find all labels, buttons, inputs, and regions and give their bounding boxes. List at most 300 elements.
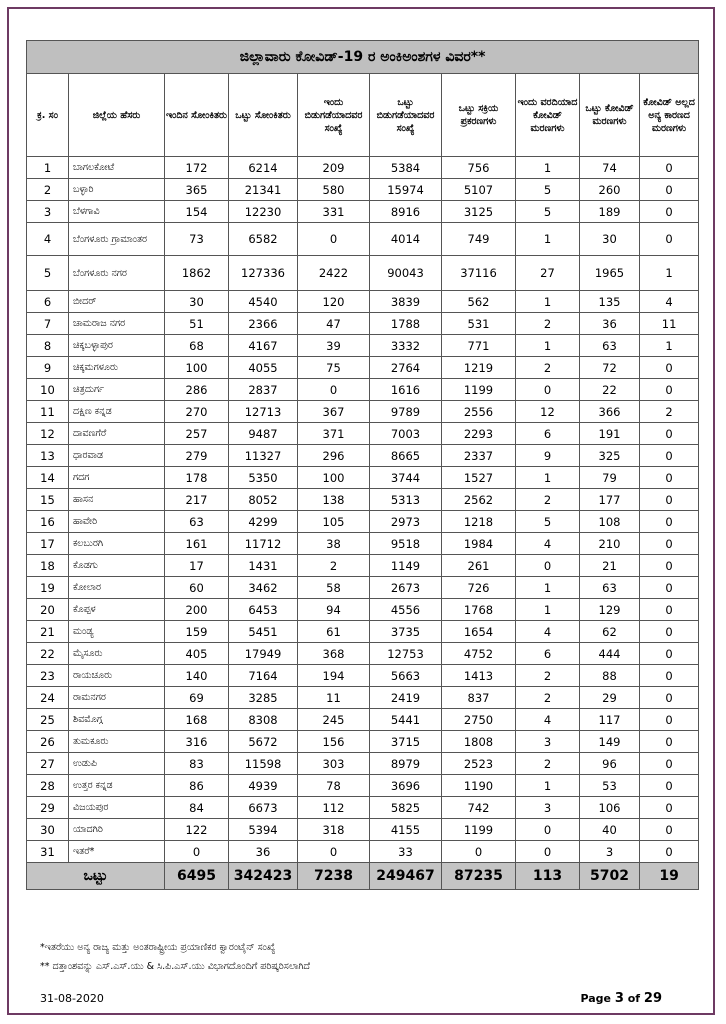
value-cell: 78 xyxy=(298,775,370,797)
value-cell: 4167 xyxy=(229,335,298,357)
district-name-cell: ಬಾಗಲಕೋಟೆ xyxy=(69,157,165,179)
table-row xyxy=(27,709,699,731)
serial-cell: 31 xyxy=(27,841,69,863)
value-cell: 2837 xyxy=(229,379,298,401)
column-header: ಒಟ್ಟು ಬಿಡುಗಡೆಯಾದವರ ಸಂಖ್ಯೆ xyxy=(370,74,442,157)
value-cell: 12230 xyxy=(229,201,298,223)
table-row xyxy=(27,577,699,599)
table-row xyxy=(27,753,699,775)
table-row xyxy=(27,401,699,423)
value-cell: 1 xyxy=(516,291,580,313)
value-cell: 0 xyxy=(298,223,370,256)
district-name-cell: ಚಿತ್ರದುರ್ಗ xyxy=(69,379,165,401)
value-cell: 4155 xyxy=(370,819,442,841)
column-header: ಕೋವಿಡ್ ಅಲ್ಲದ ಅನ್ಯ ಕಾರಣದ ಮರಣಗಳು xyxy=(640,74,699,157)
total-value: 7238 xyxy=(298,863,370,890)
value-cell: 11 xyxy=(640,313,699,335)
table-row xyxy=(27,201,699,223)
footnote-data-source: ** ದತ್ತಾಂಶವನ್ನು ಎಸ್.ಎಸ್.ಯು & ಸಿ.ಪಿ.ಎಸ್.ಯು ವಿಭಾಗದೊಂದಿಗೆ ಪರಿಷ್ಕರಿಸಲಾಗಿದೆ xyxy=(40,961,311,972)
value-cell: 100 xyxy=(165,357,229,379)
value-cell: 5 xyxy=(516,511,580,533)
value-cell: 8665 xyxy=(370,445,442,467)
value-cell: 0 xyxy=(640,201,699,223)
value-cell: 1 xyxy=(516,775,580,797)
serial-cell: 23 xyxy=(27,665,69,687)
serial-cell: 27 xyxy=(27,753,69,775)
value-cell: 12713 xyxy=(229,401,298,423)
value-cell: 2750 xyxy=(442,709,516,731)
value-cell: 4540 xyxy=(229,291,298,313)
value-cell: 771 xyxy=(442,335,516,357)
value-cell: 2764 xyxy=(370,357,442,379)
value-cell: 53 xyxy=(580,775,640,797)
value-cell: 5384 xyxy=(370,157,442,179)
value-cell: 0 xyxy=(640,665,699,687)
value-cell: 11 xyxy=(298,687,370,709)
column-header: ಒಟ್ಟು ಸಕ್ರಿಯ ಪ್ರಕರಣಗಳು xyxy=(442,74,516,157)
value-cell: 27 xyxy=(516,256,580,291)
value-cell: 260 xyxy=(580,179,640,201)
district-name-cell: ಚಿಕ್ಕಬಳ್ಳಾಪುರ xyxy=(69,335,165,357)
serial-cell: 24 xyxy=(27,687,69,709)
value-cell: 75 xyxy=(298,357,370,379)
page-total: 29 xyxy=(643,991,662,1006)
value-cell: 108 xyxy=(580,511,640,533)
value-cell: 0 xyxy=(640,841,699,863)
value-cell: 94 xyxy=(298,599,370,621)
value-cell: 245 xyxy=(298,709,370,731)
serial-cell: 12 xyxy=(27,423,69,445)
value-cell: 5441 xyxy=(370,709,442,731)
serial-cell: 11 xyxy=(27,401,69,423)
district-name-cell: ಬೆಳಗಾವಿ xyxy=(69,201,165,223)
value-cell: 0 xyxy=(640,223,699,256)
table-row xyxy=(27,467,699,489)
value-cell: 30 xyxy=(165,291,229,313)
value-cell: 122 xyxy=(165,819,229,841)
value-cell: 6582 xyxy=(229,223,298,256)
serial-cell: 2 xyxy=(27,179,69,201)
value-cell: 6673 xyxy=(229,797,298,819)
serial-cell: 14 xyxy=(27,467,69,489)
district-name-cell: ಬಳ್ಳಾರಿ xyxy=(69,179,165,201)
value-cell: 531 xyxy=(442,313,516,335)
value-cell: 217 xyxy=(165,489,229,511)
value-cell: 756 xyxy=(442,157,516,179)
value-cell: 21341 xyxy=(229,179,298,201)
serial-cell: 13 xyxy=(27,445,69,467)
table-row xyxy=(27,841,699,863)
value-cell: 1965 xyxy=(580,256,640,291)
value-cell: 2 xyxy=(640,401,699,423)
value-cell: 83 xyxy=(165,753,229,775)
total-value: 113 xyxy=(516,863,580,890)
district-name-cell: ರಾಯಚೂರು xyxy=(69,665,165,687)
value-cell: 1 xyxy=(516,467,580,489)
page-indicator xyxy=(580,991,662,1006)
value-cell: 2556 xyxy=(442,401,516,423)
total-value: 249467 xyxy=(370,863,442,890)
district-name-cell: ಶಿವಮೊಗ್ಗ xyxy=(69,709,165,731)
value-cell: 2419 xyxy=(370,687,442,709)
value-cell: 0 xyxy=(640,489,699,511)
value-cell: 3125 xyxy=(442,201,516,223)
value-cell: 0 xyxy=(640,157,699,179)
value-cell: 161 xyxy=(165,533,229,555)
table-row xyxy=(27,665,699,687)
table-row xyxy=(27,511,699,533)
serial-cell: 30 xyxy=(27,819,69,841)
value-cell: 3285 xyxy=(229,687,298,709)
value-cell: 0 xyxy=(640,731,699,753)
table-row xyxy=(27,775,699,797)
value-cell: 325 xyxy=(580,445,640,467)
value-cell: 2 xyxy=(516,753,580,775)
value-cell: 117 xyxy=(580,709,640,731)
serial-cell: 29 xyxy=(27,797,69,819)
serial-cell: 19 xyxy=(27,577,69,599)
value-cell: 837 xyxy=(442,687,516,709)
value-cell: 1527 xyxy=(442,467,516,489)
value-cell: 200 xyxy=(165,599,229,621)
value-cell: 2 xyxy=(516,687,580,709)
value-cell: 6 xyxy=(516,423,580,445)
value-cell: 1788 xyxy=(370,313,442,335)
serial-cell: 16 xyxy=(27,511,69,533)
value-cell: 1 xyxy=(516,335,580,357)
district-stats-table xyxy=(26,40,699,890)
value-cell: 11598 xyxy=(229,753,298,775)
district-name-cell: ಬೆಂಗಳೂರು ನಗರ xyxy=(69,256,165,291)
value-cell: 1 xyxy=(640,256,699,291)
value-cell: 0 xyxy=(640,423,699,445)
value-cell: 84 xyxy=(165,797,229,819)
value-cell: 4 xyxy=(516,709,580,731)
district-name-cell: ಉತ್ತರ ಕನ್ನಡ xyxy=(69,775,165,797)
value-cell: 0 xyxy=(640,577,699,599)
value-cell: 9518 xyxy=(370,533,442,555)
value-cell: 127336 xyxy=(229,256,298,291)
value-cell: 368 xyxy=(298,643,370,665)
value-cell: 2 xyxy=(516,665,580,687)
value-cell: 4055 xyxy=(229,357,298,379)
value-cell: 0 xyxy=(640,599,699,621)
value-cell: 367 xyxy=(298,401,370,423)
value-cell: 5394 xyxy=(229,819,298,841)
table-body xyxy=(27,157,699,863)
value-cell: 5313 xyxy=(370,489,442,511)
value-cell: 0 xyxy=(640,511,699,533)
value-cell: 742 xyxy=(442,797,516,819)
value-cell: 178 xyxy=(165,467,229,489)
column-header: ಜಿಲ್ಲೆಯ ಹೆಸರು xyxy=(69,74,165,157)
serial-cell: 18 xyxy=(27,555,69,577)
serial-cell: 25 xyxy=(27,709,69,731)
district-name-cell: ಕಲಬುರಗಿ xyxy=(69,533,165,555)
value-cell: 3696 xyxy=(370,775,442,797)
district-name-cell: ತುಮಕೂರು xyxy=(69,731,165,753)
value-cell: 17 xyxy=(165,555,229,577)
value-cell: 0 xyxy=(640,621,699,643)
value-cell: 2 xyxy=(516,489,580,511)
district-name-cell: ಚಾಮರಾಜ ನಗರ xyxy=(69,313,165,335)
value-cell: 1149 xyxy=(370,555,442,577)
value-cell: 129 xyxy=(580,599,640,621)
value-cell: 1768 xyxy=(442,599,516,621)
value-cell: 1862 xyxy=(165,256,229,291)
value-cell: 60 xyxy=(165,577,229,599)
district-name-cell: ವಿಜಯಪುರ xyxy=(69,797,165,819)
value-cell: 2562 xyxy=(442,489,516,511)
value-cell: 7164 xyxy=(229,665,298,687)
serial-cell: 15 xyxy=(27,489,69,511)
value-cell: 749 xyxy=(442,223,516,256)
value-cell: 4 xyxy=(640,291,699,313)
value-cell: 316 xyxy=(165,731,229,753)
column-header: ಒಟ್ಟು ಕೋವಿಡ್ ಮರಣಗಳು xyxy=(580,74,640,157)
value-cell: 9789 xyxy=(370,401,442,423)
total-value: 5702 xyxy=(580,863,640,890)
value-cell: 88 xyxy=(580,665,640,687)
table-row xyxy=(27,379,699,401)
serial-cell: 17 xyxy=(27,533,69,555)
value-cell: 90043 xyxy=(370,256,442,291)
footnote-others: *ಇತರೆಯು ಅನ್ಯ ರಾಜ್ಯ ಮತ್ತು ಅಂತರಾಷ್ಟ್ರೀಯ ಪ್ರಯಾಣಿಕರ ಕ್ವಾರಂಟೈನ್ ಸಂಖ್ಯೆ xyxy=(40,942,276,953)
total-value: 342423 xyxy=(229,863,298,890)
value-cell: 47 xyxy=(298,313,370,335)
value-cell: 37116 xyxy=(442,256,516,291)
value-cell: 1984 xyxy=(442,533,516,555)
value-cell: 156 xyxy=(298,731,370,753)
table-row xyxy=(27,621,699,643)
value-cell: 8308 xyxy=(229,709,298,731)
column-header: ಕ್ರ. ಸಂ xyxy=(27,74,69,157)
value-cell: 1 xyxy=(516,157,580,179)
value-cell: 5 xyxy=(516,201,580,223)
value-cell: 3462 xyxy=(229,577,298,599)
district-name-cell: ಯಾದಗಿರಿ xyxy=(69,819,165,841)
value-cell: 100 xyxy=(298,467,370,489)
value-cell: 4 xyxy=(516,533,580,555)
table-row xyxy=(27,256,699,291)
value-cell: 1654 xyxy=(442,621,516,643)
table-row xyxy=(27,797,699,819)
value-cell: 1219 xyxy=(442,357,516,379)
table-row xyxy=(27,291,699,313)
table-row xyxy=(27,687,699,709)
value-cell: 30 xyxy=(580,223,640,256)
value-cell: 0 xyxy=(640,179,699,201)
value-cell: 3 xyxy=(580,841,640,863)
value-cell: 0 xyxy=(640,533,699,555)
value-cell: 1199 xyxy=(442,379,516,401)
value-cell: 2673 xyxy=(370,577,442,599)
serial-cell: 22 xyxy=(27,643,69,665)
district-name-cell: ಕೊಡಗು xyxy=(69,555,165,577)
value-cell: 0 xyxy=(516,379,580,401)
value-cell: 29 xyxy=(580,687,640,709)
value-cell: 2337 xyxy=(442,445,516,467)
table-row xyxy=(27,599,699,621)
value-cell: 1 xyxy=(640,335,699,357)
district-name-cell: ಮೈಸೂರು xyxy=(69,643,165,665)
value-cell: 0 xyxy=(640,445,699,467)
value-cell: 5107 xyxy=(442,179,516,201)
value-cell: 189 xyxy=(580,201,640,223)
table-row xyxy=(27,555,699,577)
value-cell: 1808 xyxy=(442,731,516,753)
value-cell: 580 xyxy=(298,179,370,201)
value-cell: 5672 xyxy=(229,731,298,753)
value-cell: 257 xyxy=(165,423,229,445)
value-cell: 1616 xyxy=(370,379,442,401)
district-name-cell: ಹಾವೇರಿ xyxy=(69,511,165,533)
value-cell: 5350 xyxy=(229,467,298,489)
value-cell: 2 xyxy=(298,555,370,577)
value-cell: 371 xyxy=(298,423,370,445)
serial-cell: 7 xyxy=(27,313,69,335)
total-value: 6495 xyxy=(165,863,229,890)
value-cell: 2 xyxy=(516,357,580,379)
district-name-cell: ಬೆಂಗಳೂರು ಗ್ರಾಮಾಂತರ xyxy=(69,223,165,256)
value-cell: 3 xyxy=(516,797,580,819)
value-cell: 1 xyxy=(516,577,580,599)
value-cell: 3332 xyxy=(370,335,442,357)
serial-cell: 5 xyxy=(27,256,69,291)
value-cell: 7003 xyxy=(370,423,442,445)
value-cell: 191 xyxy=(580,423,640,445)
value-cell: 68 xyxy=(165,335,229,357)
page-number: 3 xyxy=(614,991,624,1006)
value-cell: 74 xyxy=(580,157,640,179)
table-row xyxy=(27,223,699,256)
value-cell: 4556 xyxy=(370,599,442,621)
value-cell: 0 xyxy=(640,555,699,577)
value-cell: 261 xyxy=(442,555,516,577)
value-cell: 6 xyxy=(516,643,580,665)
value-cell: 0 xyxy=(640,819,699,841)
value-cell: 40 xyxy=(580,819,640,841)
district-name-cell: ಬೀದರ್ xyxy=(69,291,165,313)
column-header: ಒಟ್ಟು ಸೋಂಕಿತರು xyxy=(229,74,298,157)
serial-cell: 20 xyxy=(27,599,69,621)
value-cell: 0 xyxy=(298,841,370,863)
value-cell: 4 xyxy=(516,621,580,643)
value-cell: 140 xyxy=(165,665,229,687)
value-cell: 1 xyxy=(516,223,580,256)
district-name-cell: ಕೊಪ್ಪಳ xyxy=(69,599,165,621)
value-cell: 72 xyxy=(580,357,640,379)
value-cell: 172 xyxy=(165,157,229,179)
value-cell: 0 xyxy=(640,687,699,709)
value-cell: 2523 xyxy=(442,753,516,775)
value-cell: 0 xyxy=(298,379,370,401)
value-cell: 112 xyxy=(298,797,370,819)
total-value: 19 xyxy=(640,863,699,890)
district-name-cell: ಗದಗ xyxy=(69,467,165,489)
value-cell: 0 xyxy=(640,357,699,379)
value-cell: 11712 xyxy=(229,533,298,555)
value-cell: 365 xyxy=(165,179,229,201)
table-row xyxy=(27,731,699,753)
value-cell: 209 xyxy=(298,157,370,179)
table-title: ಜಿಲ್ಲಾವಾರು ಕೋವಿಡ್-19 ರ ಅಂಕಿಅಂಶಗಳ ವಿವರ** xyxy=(27,41,699,74)
district-name-cell: ದಾವಣಗೆರೆ xyxy=(69,423,165,445)
value-cell: 96 xyxy=(580,753,640,775)
district-name-cell: ರಾಮನಗರ xyxy=(69,687,165,709)
value-cell: 11327 xyxy=(229,445,298,467)
value-cell: 51 xyxy=(165,313,229,335)
value-cell: 279 xyxy=(165,445,229,467)
district-name-cell: ದಕ್ಷಿಣ ಕನ್ನಡ xyxy=(69,401,165,423)
table-row xyxy=(27,489,699,511)
value-cell: 1190 xyxy=(442,775,516,797)
value-cell: 39 xyxy=(298,335,370,357)
serial-cell: 6 xyxy=(27,291,69,313)
value-cell: 4299 xyxy=(229,511,298,533)
value-cell: 4752 xyxy=(442,643,516,665)
column-header: ಇಂದು ವರದಿಯಾದ ಕೋವಿಡ್ ಮರಣಗಳು xyxy=(516,74,580,157)
table-row xyxy=(27,179,699,201)
value-cell: 2293 xyxy=(442,423,516,445)
value-cell: 444 xyxy=(580,643,640,665)
value-cell: 3715 xyxy=(370,731,442,753)
value-cell: 168 xyxy=(165,709,229,731)
value-cell: 135 xyxy=(580,291,640,313)
value-cell: 1431 xyxy=(229,555,298,577)
value-cell: 86 xyxy=(165,775,229,797)
page-label: Page xyxy=(580,992,611,1005)
table-row xyxy=(27,533,699,555)
value-cell: 303 xyxy=(298,753,370,775)
total-row xyxy=(27,863,699,890)
value-cell: 3 xyxy=(516,731,580,753)
value-cell: 331 xyxy=(298,201,370,223)
serial-cell: 4 xyxy=(27,223,69,256)
value-cell: 177 xyxy=(580,489,640,511)
value-cell: 105 xyxy=(298,511,370,533)
serial-cell: 28 xyxy=(27,775,69,797)
value-cell: 73 xyxy=(165,223,229,256)
footnotes xyxy=(40,938,310,976)
value-cell: 33 xyxy=(370,841,442,863)
table-row xyxy=(27,157,699,179)
value-cell: 366 xyxy=(580,401,640,423)
value-cell: 8979 xyxy=(370,753,442,775)
district-name-cell: ಉಡುಪಿ xyxy=(69,753,165,775)
value-cell: 2422 xyxy=(298,256,370,291)
value-cell: 8052 xyxy=(229,489,298,511)
value-cell: 1413 xyxy=(442,665,516,687)
value-cell: 318 xyxy=(298,819,370,841)
value-cell: 1 xyxy=(516,599,580,621)
table-row xyxy=(27,313,699,335)
value-cell: 63 xyxy=(580,335,640,357)
value-cell: 270 xyxy=(165,401,229,423)
value-cell: 154 xyxy=(165,201,229,223)
value-cell: 0 xyxy=(640,753,699,775)
value-cell: 726 xyxy=(442,577,516,599)
serial-cell: 26 xyxy=(27,731,69,753)
district-name-cell: ಧಾರವಾಡ xyxy=(69,445,165,467)
value-cell: 5825 xyxy=(370,797,442,819)
value-cell: 0 xyxy=(516,841,580,863)
value-cell: 36 xyxy=(229,841,298,863)
table-row xyxy=(27,819,699,841)
value-cell: 21 xyxy=(580,555,640,577)
value-cell: 5 xyxy=(516,179,580,201)
district-name-cell: ಹಾಸನ xyxy=(69,489,165,511)
